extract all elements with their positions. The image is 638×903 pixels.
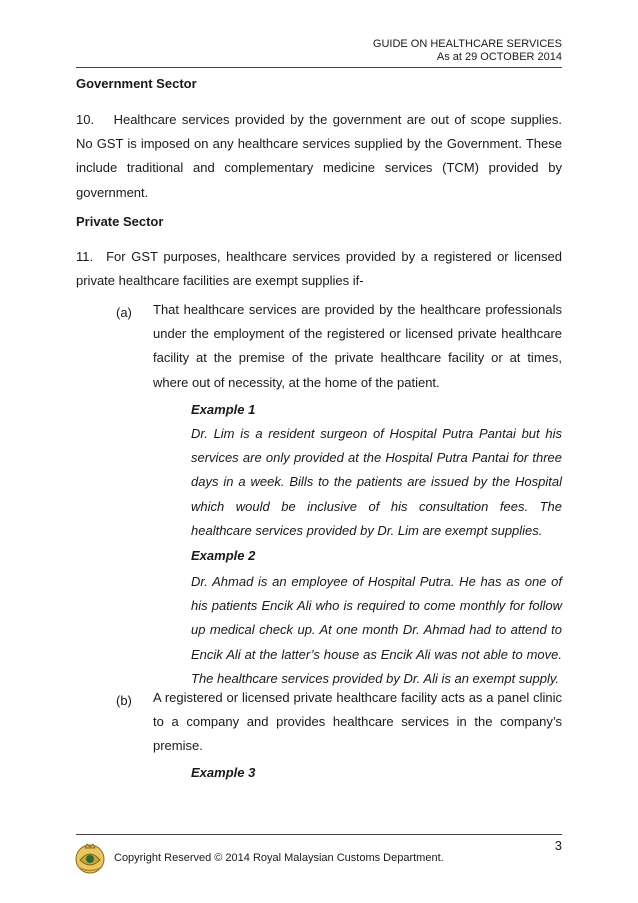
private-sector-heading: Private Sector <box>76 214 164 229</box>
document-title: GUIDE ON HEALTHCARE SERVICES <box>372 38 562 50</box>
header-divider <box>76 67 562 68</box>
item-b-text: A registered or licensed private healthcare facility acts as a panel clinic to a company and provides healthcare services in the company’s premise. <box>153 690 562 754</box>
page-header <box>373 38 562 64</box>
royal-malaysian-customs-crest-icon <box>72 840 108 876</box>
government-sector-heading: Government Sector <box>76 76 197 91</box>
example-2-text: Dr. Ahmad is an employee of Hospital Putra. He has as one of his patients Encik Ali who is required to come monthly for follow up medical check up. At one month Dr. Ahmad had to attend to Encik Ali at the latter’s house as Encik Ali was not able to move. The healthcare services provided by Dr. Ali is an exempt supply. <box>191 574 562 686</box>
example-1-text: Dr. Lim is a resident surgeon of Hospital Putra Pantai but his services are only provided at the Hospital Putra Pantai for three days in a week. Bills to the patients are issued by the Hospital which would be inclusive of his consultation fees. The healthcare services provided by Dr. Lim are exempt supplies. <box>191 426 562 538</box>
paragraph-10: 10. Healthcare services provided by the government are out of scope supplies. No GST is imposed on any healthcare services supplied by the Government. These include traditional and complementary medicine services (TCM) provided by government. <box>76 112 562 200</box>
item-b-label: (b) <box>116 693 132 708</box>
page-number: 3 <box>554 838 562 853</box>
item-a-text: That healthcare services are provided by the healthcare professionals under the employment of the registered or licensed private healthcare facility at the premise of the private healthcare facility or at times, where out of necessity, at the home of the patient. <box>153 302 562 390</box>
footer-divider <box>76 834 562 835</box>
document-date: As at 29 OCTOBER 2014 <box>436 51 562 63</box>
example-1-title: Example 1 <box>191 402 256 417</box>
item-a-label: (a) <box>116 305 132 320</box>
paragraph-11: 11. For GST purposes, healthcare services provided by a registered or licensed private healthcare facilities are exempt supplies if- <box>76 249 562 289</box>
example-3-title: Example 3 <box>191 765 256 780</box>
example-2-title: Example 2 <box>191 548 256 563</box>
copyright-notice: Copyright Reserved © 2014 Royal Malaysian Customs Department. <box>114 852 444 864</box>
